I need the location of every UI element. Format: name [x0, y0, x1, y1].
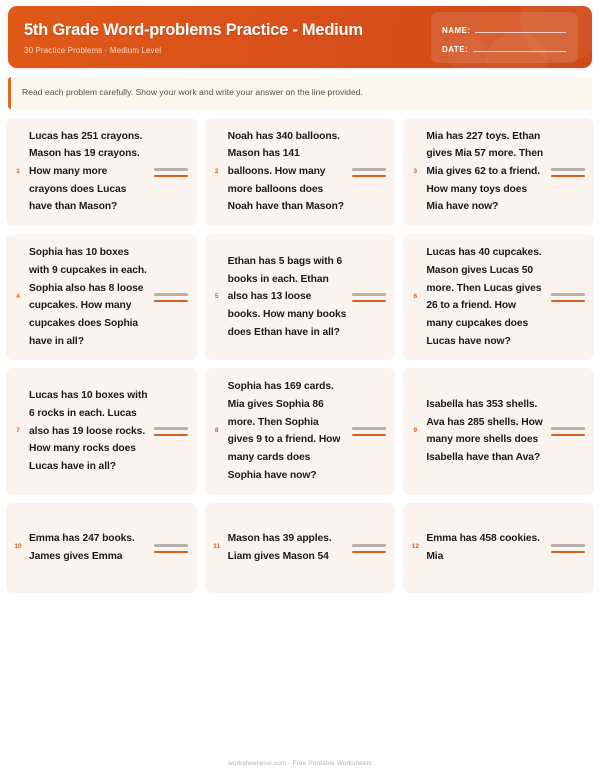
name-label: NAME:: [442, 25, 471, 35]
problem-text: Lucas has 10 boxes with 6 rocks in each. Lucas also has 19 loose rocks. How many rocks does Lucas have in all?: [29, 390, 148, 472]
problem-text: Lucas has 251 crayons. Mason has 19 crayons. How many more crayons does Lucas have than Mason?: [29, 130, 143, 213]
problem-card: [403, 118, 594, 227]
problem-text: Mia has 227 toys. Ethan gives Mia 57 more. Then Mia gives 62 to a friend. How many toys does Mia have now?: [426, 130, 544, 213]
instructions-banner: [8, 77, 592, 109]
answer-line-final[interactable]: [551, 551, 585, 553]
problem-text: Isabella has 353 shells. Ava has 285 shells. How many more shells does Isabella have than Ava?: [426, 399, 543, 464]
name-field-row[interactable]: [442, 20, 566, 36]
answer-line-work[interactable]: [551, 168, 585, 171]
answer-line-final[interactable]: [154, 551, 188, 553]
answer-line-area[interactable]: [352, 543, 386, 553]
answer-line-final[interactable]: [352, 551, 386, 553]
answer-line-area[interactable]: [551, 543, 585, 553]
page-subtitle: 30 Practice Problems · Medium Level: [24, 45, 162, 55]
problem-card: [6, 368, 197, 494]
problem-number: 8: [214, 427, 219, 435]
problem-text: Emma has 247 books. James gives Emma: [29, 532, 135, 562]
answer-line-area[interactable]: [352, 292, 386, 302]
answer-line-final[interactable]: [551, 434, 585, 436]
problem-card: [6, 118, 197, 227]
instructions-text: Read each problem carefully. Show your work and write your answer on the line provided.: [22, 87, 363, 97]
answer-line-area[interactable]: [154, 426, 188, 436]
problem-card: [205, 118, 396, 227]
answer-line-area[interactable]: [551, 292, 585, 302]
date-write-line[interactable]: [473, 51, 566, 52]
answer-line-final[interactable]: [551, 175, 585, 177]
answer-line-final[interactable]: [551, 300, 585, 302]
answer-line-work[interactable]: [154, 293, 188, 296]
problem-body: [29, 387, 188, 476]
problem-body: [29, 244, 188, 350]
problem-number: 4: [16, 292, 20, 300]
date-label: DATE:: [442, 44, 469, 54]
problem-body: [29, 530, 188, 565]
problem-card: [205, 503, 396, 593]
problem-number: 5: [214, 292, 219, 300]
answer-line-area[interactable]: [352, 426, 386, 436]
answer-line-final[interactable]: [352, 434, 386, 436]
answer-line-work[interactable]: [551, 544, 585, 547]
answer-line-work[interactable]: [352, 544, 386, 547]
problem-card: [403, 368, 594, 494]
answer-line-work[interactable]: [551, 293, 585, 296]
problem-body: [426, 396, 585, 467]
problem-card: [6, 234, 197, 360]
answer-line-work[interactable]: [154, 168, 188, 171]
answer-line-area[interactable]: [352, 167, 386, 177]
problem-body: [426, 244, 585, 350]
problem-number: 7: [16, 427, 20, 435]
problem-text: Lucas has 40 cupcakes. Mason gives Lucas 50 more. Then Lucas gives 26 to a friend. How many cupcakes does Lucas have now?: [426, 247, 542, 347]
problem-body: [228, 378, 387, 484]
date-field-row[interactable]: [442, 39, 566, 55]
problem-card: [403, 503, 594, 593]
problems-grid: [6, 118, 594, 593]
problem-body: [426, 530, 585, 565]
problem-card: [403, 234, 594, 360]
problem-number: 6: [413, 292, 418, 300]
answer-line-work[interactable]: [551, 427, 585, 430]
answer-line-work[interactable]: [352, 293, 386, 296]
problem-text: Sophia has 169 cards. Mia gives Sophia 86 more. Then Sophia gives 9 to a friend. How many cards does Sophia have now?: [227, 381, 341, 481]
answer-line-work[interactable]: [154, 427, 188, 430]
answer-line-final[interactable]: [154, 434, 188, 436]
title-block: [24, 19, 363, 54]
answer-line-area[interactable]: [154, 543, 188, 553]
footer-watermark: worksheetwise.com - Free Printable Worksheets: [228, 760, 372, 767]
answer-line-area[interactable]: [154, 167, 188, 177]
page-title: 5th Grade Word-problems Practice - Medium: [24, 21, 363, 40]
problem-body: [228, 128, 387, 217]
answer-line-final[interactable]: [154, 175, 188, 177]
answer-line-work[interactable]: [352, 427, 386, 430]
student-info-box: [431, 12, 578, 63]
problem-text: Sophia has 10 boxes with 9 cupcakes in each. Sophia also has 8 loose cupcakes. How many cupcakes does Sophia have in all?: [29, 247, 147, 347]
problem-body: [228, 530, 387, 565]
problem-number: 12: [411, 543, 419, 551]
answer-line-area[interactable]: [551, 167, 585, 177]
header-content: [8, 6, 592, 68]
problem-text: Emma has 458 cookies. Mia: [426, 532, 540, 562]
answer-line-final[interactable]: [352, 300, 386, 302]
problem-text: Ethan has 5 bags with 6 books in each. Ethan also has 13 loose books. How many books does Ethan have in all?: [227, 255, 347, 338]
worksheet-header: [8, 6, 592, 68]
answer-line-final[interactable]: [352, 175, 386, 177]
answer-line-work[interactable]: [154, 544, 188, 547]
problem-card: [205, 368, 396, 494]
problem-number: 11: [213, 543, 221, 551]
problem-card: [205, 234, 396, 360]
answer-line-area[interactable]: [154, 292, 188, 302]
answer-line-area[interactable]: [551, 426, 585, 436]
problem-card: [6, 503, 197, 593]
problem-number: 2: [214, 167, 219, 175]
problem-number: 10: [14, 543, 22, 551]
problem-text: Noah has 340 balloons. Mason has 141 balloons. How many more balloons does Noah have than Mason?: [227, 130, 344, 213]
answer-line-work[interactable]: [352, 168, 386, 171]
problem-body: [426, 128, 585, 217]
name-write-line[interactable]: [475, 32, 566, 33]
problem-number: 3: [413, 167, 418, 175]
problem-body: [228, 253, 387, 342]
problem-number: 9: [413, 427, 418, 435]
problem-number: 1: [16, 167, 20, 175]
problem-text: Mason has 39 apples. Liam gives Mason 54: [227, 532, 332, 562]
answer-line-final[interactable]: [154, 300, 188, 302]
problem-body: [29, 128, 188, 217]
